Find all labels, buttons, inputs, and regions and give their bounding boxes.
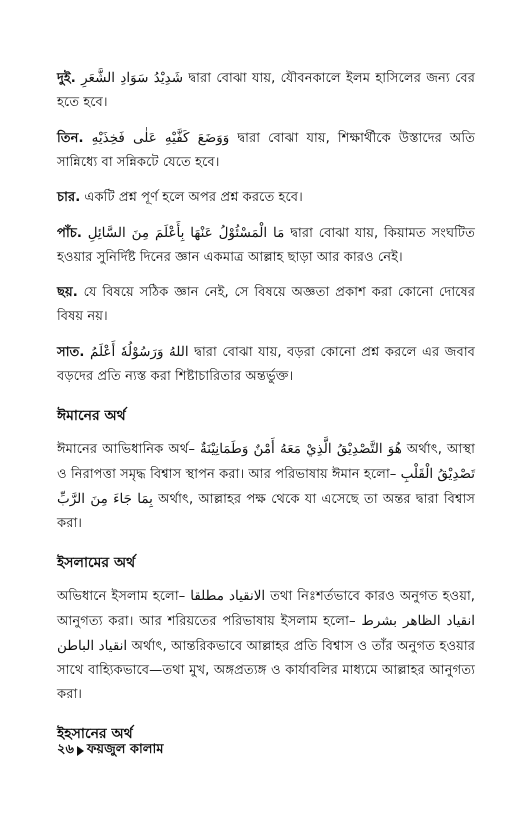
islam-paragraph bbox=[57, 584, 475, 707]
islam-text-3: অর্থাৎ, আন্তরিকভাবে আল্লাহর প্রতি বিশ্বাস ও তাঁর অনুগত হওয়ার সাথে বাহ্যিকভাবে—তথা মুখ, অঙ্গপ্রত্যঙ্গ ও কার্যাবলির মাধ্যমে আল্লাহর আনুগত্য করা। bbox=[57, 639, 475, 702]
page-number: ২৬ bbox=[57, 742, 74, 757]
book-title: ফয়জুল কালাম bbox=[86, 742, 164, 757]
arabic-quote: اللهُ وَرَسُوْلُهٗ أَعْلَمُ bbox=[89, 344, 189, 360]
point-text: দ্বারা বোঝা যায়, কিয়ামত সংঘটিত হওয়ার সুনির্দিষ্ট দিনের জ্ঞান একমাত্র আল্লাহ ছাড়া আর কারও নেই। bbox=[57, 226, 475, 265]
point-2 bbox=[57, 66, 475, 115]
page-body bbox=[57, 66, 475, 755]
point-label: দুই. bbox=[57, 71, 76, 86]
iman-text-3: অর্থাৎ, আল্লাহর পক্ষ থেকে যা এসেছে তা অন্তর দ্বারা বিশ্বাস করা। bbox=[57, 492, 476, 531]
islam-text-1: অভিধানে ইসলাম হলো– bbox=[57, 589, 191, 604]
point-label: তিন. bbox=[57, 131, 84, 146]
point-text: যে বিষয়ে সঠিক জ্ঞান নেই, সে বিষয়ে অজ্ঞতা প্রকাশ করা কোনো দোষের বিষয় নয়। bbox=[57, 285, 475, 324]
point-label: পাঁচ. bbox=[57, 226, 82, 241]
iman-text-1: ঈমানের আভিধানিক অর্থ– bbox=[57, 442, 201, 457]
islam-arabic-2: انقياد الظاهر بشرط انقياد الباطن bbox=[57, 613, 475, 654]
point-text: দ্বারা বোঝা যায়, বড়রা কোনো প্রশ্ন করলে এর জবাব বড়দের প্রতি ন্যস্ত করা শিষ্টাচারিতার অন্তর্ভুক্ত। bbox=[57, 345, 476, 384]
point-text: দ্বারা বোঝা যায়, শিক্ষার্থীকে উস্তাদের অতি সান্নিধ্যে বা সন্নিকটে যেতে হবে। bbox=[57, 131, 476, 170]
arabic-quote: شَدِيْدُ سَوَادِ الشَّعَرِ bbox=[81, 70, 184, 86]
page-footer bbox=[57, 740, 163, 761]
point-label: ছয়. bbox=[57, 285, 78, 300]
iman-arabic-1: هُوَ التَّصْدِيْقُ الَّذِيْ مَعَهُ أَمْنٌ وَطَمَانِيْنَةٌ bbox=[200, 441, 402, 457]
play-triangle-icon bbox=[77, 746, 84, 756]
iman-arabic-2: تَصْدِيْقُ الْقَلْبِ بِمَا جَاءَ مِنَ الرَّبِّ bbox=[57, 466, 475, 507]
iman-paragraph bbox=[57, 437, 475, 536]
point-6 bbox=[57, 281, 475, 329]
point-text: দ্বারা বোঝা যায়, যৌবনকালে ইলম হাসিলের জন্য বের হতে হবে। bbox=[57, 71, 475, 110]
point-label: চার. bbox=[57, 190, 81, 205]
islam-text-2: তথা নিঃশর্তভাবে কারও অনুগত হওয়া, আনুগত্য করা। আর শরিয়তের পরিভাষায় ইসলাম হলো– bbox=[57, 589, 475, 629]
point-label: সাত. bbox=[57, 345, 85, 360]
section-heading-ihsan: ইহসানের অর্থ bbox=[57, 726, 133, 742]
point-text: একটি প্রশ্ন পূর্ণ হলে অপর প্রশ্ন করতে হবে। bbox=[84, 190, 303, 205]
iman-text-2: অর্থাৎ, আস্থা ও নিরাপত্তা সমৃদ্ধ বিশ্বাস স্থাপন করা। আর পরিভাষায় ঈমান হলো– bbox=[57, 442, 475, 482]
arabic-quote: وَوَضَعَ كَفَّيْهِ عَلٰى فَخِذَيْهِ bbox=[91, 130, 230, 146]
section-heading-iman: ঈমানের অর্থ bbox=[57, 408, 126, 424]
point-3 bbox=[57, 126, 475, 175]
point-4 bbox=[57, 186, 475, 210]
arabic-quote: مَا الْمَسْئُوْلُ عَنْهَا بِأَعْلَمَ مِنَ السَّائِلِ bbox=[87, 225, 285, 241]
islam-arabic-1: الانقياد مطلقا bbox=[190, 588, 266, 604]
section-heading-islam: ইসলামের অর্থ bbox=[57, 555, 136, 571]
point-5 bbox=[57, 221, 475, 270]
point-7 bbox=[57, 340, 475, 389]
